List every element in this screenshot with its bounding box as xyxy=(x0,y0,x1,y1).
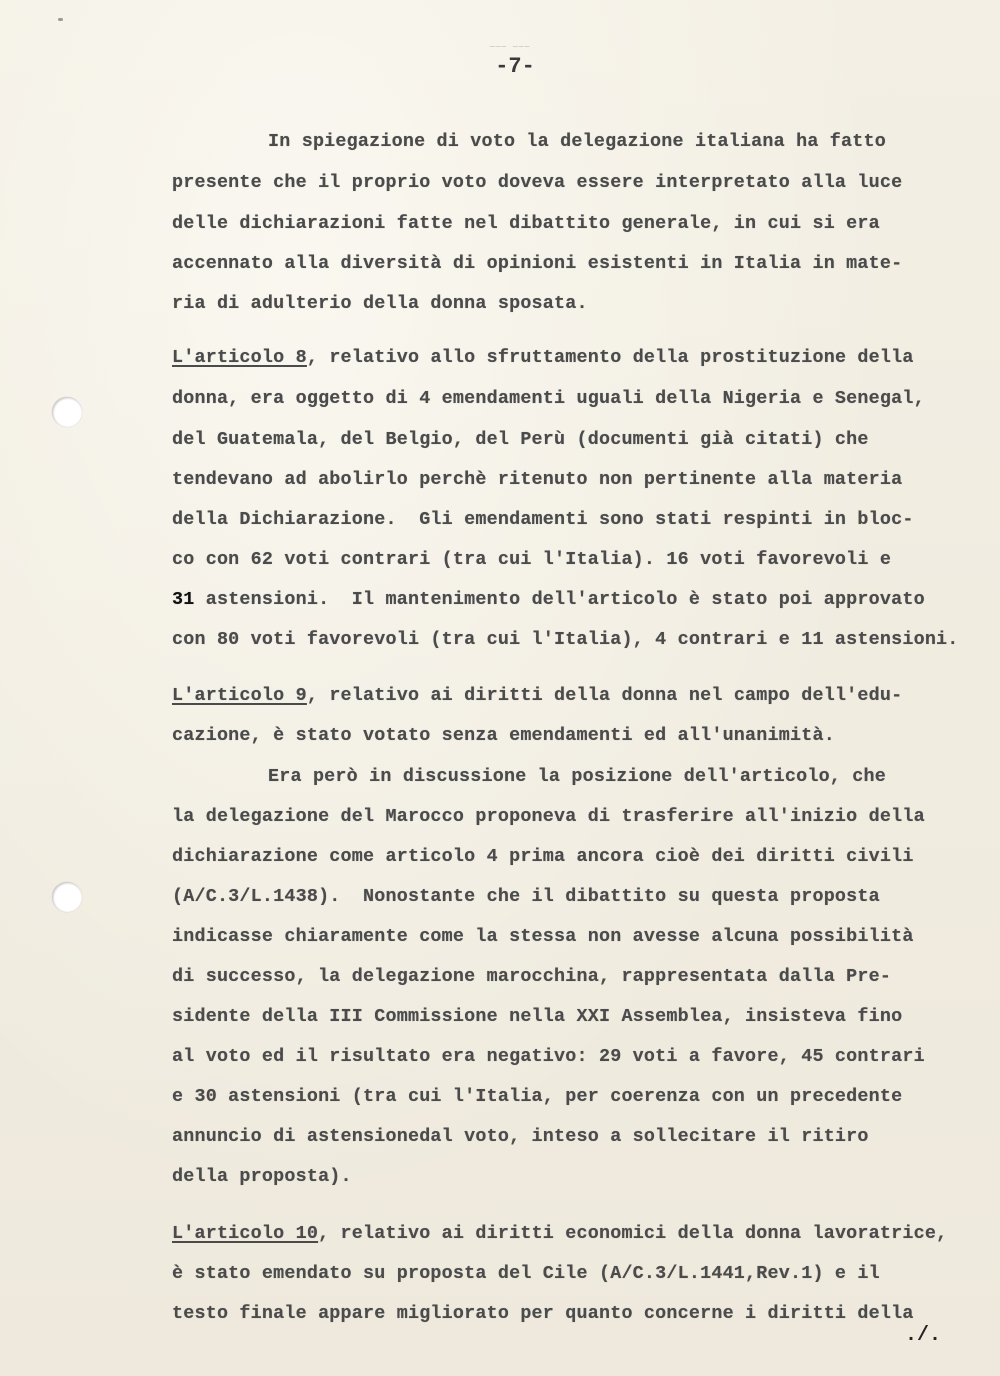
text-line: accennato alla diversità di opinioni esistenti in Italia in mate- xyxy=(172,253,903,274)
text-line: sidente della III Commissione nella XXI Assemblea, insisteva fino xyxy=(172,1006,903,1027)
punch-hole-top xyxy=(52,397,82,427)
text-line: di successo, la delegazione marocchina, rappresentata dalla Pre- xyxy=(172,966,892,987)
paragraph-article-9-first-line xyxy=(172,685,902,706)
text-line: indicasse chiaramente come la stessa non avesse alcuna possibilità xyxy=(172,926,914,947)
text-line: dichiarazione come articolo 4 prima ancora cioè dei diritti civili xyxy=(172,846,914,867)
paragraph-article-8-first-line xyxy=(172,347,914,368)
page-number: -7- xyxy=(495,54,535,79)
paragraph-article-10-first-line xyxy=(172,1223,947,1244)
text-line: annuncio di astensionedal voto, inteso a sollecitare il ritiro xyxy=(172,1126,869,1147)
text-line: del Guatemala, del Belgio, del Perù (documenti già citati) che xyxy=(172,429,869,450)
text-line: della proposta). xyxy=(172,1166,352,1187)
text-span: astensioni. Il mantenimento dell'articolo è stato poi approvato xyxy=(194,589,925,610)
text-line: donna, era oggetto di 4 emendamenti uguali della Nigeria e Senegal, xyxy=(172,388,925,409)
text-line: la delegazione del Marocco proponeva di trasferire all'inizio della xyxy=(172,806,925,827)
text-line: (A/C.3/L.1438). Nonostante che il dibattito su questa proposta xyxy=(172,886,880,907)
text-line-31 xyxy=(172,589,925,610)
text-line: cazione, è stato votato senza emendamenti ed all'unanimità. xyxy=(172,725,835,746)
handwritten-number: 31 xyxy=(172,589,195,610)
text-span: , relativo ai diritti della donna nel campo dell'edu- xyxy=(306,685,903,706)
text-line: al voto ed il risultato era negativo: 29 voti a favore, 45 contrari xyxy=(172,1046,925,1067)
text-span: , relativo allo sfruttamento della prostituzione della xyxy=(306,347,914,368)
text-line: co con 62 voti contrari (tra cui l'Italia). 16 voti favorevoli e xyxy=(172,549,892,570)
text-line: In spiegazione di voto la delegazione italiana ha fatto xyxy=(268,131,886,152)
continuation-mark: ./. xyxy=(905,1324,942,1347)
text-line: testo finale appare migliorato per quanto concerne i diritti della xyxy=(172,1303,914,1324)
paper-speck xyxy=(58,18,63,21)
text-line: Era però in discussione la posizione dell'articolo, che xyxy=(268,766,886,787)
text-line: è stato emendato su proposta del Cile (A/C.3/L.1441,Rev.1) e il xyxy=(172,1263,880,1284)
text-line: delle dichiarazioni fatte nel dibattito generale, in cui si era xyxy=(172,213,880,234)
text-line: tendevano ad abolirlo perchè ritenuto non pertinente alla materia xyxy=(172,469,903,490)
text-line: con 80 voti favorevoli (tra cui l'Italia), 4 contrari e 11 astensioni. xyxy=(172,629,959,650)
text-line: presente che il proprio voto doveva essere interpretato alla luce xyxy=(172,172,903,193)
text-line: ria di adulterio della donna sposata. xyxy=(172,293,588,314)
article-8-heading: L'articolo 8 xyxy=(172,347,307,368)
text-span: , relativo ai diritti economici della donna lavoratrice, xyxy=(318,1223,948,1244)
article-9-heading: L'articolo 9 xyxy=(172,685,307,706)
text-line: della Dichiarazione. Gli emendamenti sono stati respinti in bloc- xyxy=(172,509,914,530)
page-header-mark: ___ ___ xyxy=(489,40,531,49)
text-line: e 30 astensioni (tra cui l'Italia, per coerenza con un precedente xyxy=(172,1086,903,1107)
punch-hole-bottom xyxy=(52,882,82,912)
article-10-heading: L'articolo 10 xyxy=(172,1223,319,1244)
